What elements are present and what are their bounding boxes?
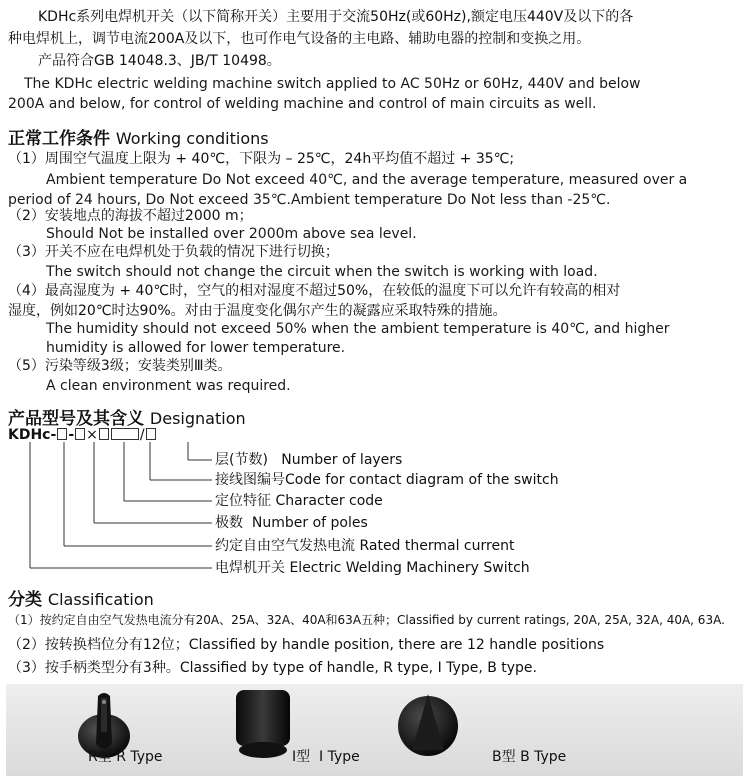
designation-item-en: Electric Welding Machinery Switch xyxy=(289,560,530,576)
classification-heading xyxy=(8,585,154,610)
box-rated-current xyxy=(57,428,67,440)
code-prefix: KDHc xyxy=(8,427,51,443)
designation-item-cn: 电焊机开关 xyxy=(215,560,285,576)
box-character xyxy=(99,428,109,440)
working-item-1-en1: Ambient temperature Do Not exceed 40℃, and the average temperature, measured over a xyxy=(46,172,688,188)
working-title-en: Working conditions xyxy=(115,129,269,148)
designation-item-cn: 极数 xyxy=(215,515,243,531)
handle-label-en: B Type xyxy=(520,749,567,765)
code-sep: × xyxy=(86,427,98,443)
intro-cn-line3: 产品符合GB 14048.3、JB/T 10498。 xyxy=(38,53,281,69)
classification-item-cn: （3）按手柄类型分有3种。 xyxy=(8,660,180,676)
designation-item-character xyxy=(215,492,383,511)
intro-en-line1: The KDHc electric welding machine switch applied to AC 50Hz or 60Hz, 440V and below xyxy=(24,76,641,92)
designation-title-cn: 产品型号及其含义 xyxy=(8,409,144,429)
working-item-4-cn: （4）最高湿度为 + 40℃时，空气的相对湿度不超过50%，在较低的温度下可以允许有较高的相对 xyxy=(8,283,621,299)
working-item-5-en: A clean environment was required. xyxy=(46,378,291,394)
working-item-5-cn: （5）污染等级3级；安装类别Ⅲ类。 xyxy=(8,358,232,374)
box-layers xyxy=(146,428,156,440)
designation-item-cn: 定位特征 xyxy=(215,493,271,509)
classification-item-3 xyxy=(8,659,537,678)
designation-item-poles xyxy=(215,514,368,533)
designation-item-en: Character code xyxy=(275,493,383,509)
handle-label-i xyxy=(292,746,360,766)
designation-item-cn: 接线图编号 xyxy=(215,472,285,488)
working-conditions-heading xyxy=(8,124,269,149)
working-item-2-cn: （2）安装地点的海拔不超过2000 m； xyxy=(8,208,253,224)
working-item-1-cn: （1）周围空气温度上限为 + 40℃，下限为 – 25℃，24h平均值不超过 + 35℃; xyxy=(8,151,515,167)
designation-item-cn: 约定自由空气发热电流 xyxy=(215,538,355,554)
code-sep: / xyxy=(139,427,145,443)
designation-item-cn: 层(节数) xyxy=(215,452,268,468)
classification-item-en: Classified by current ratings, 20A, 25A, 32A, 40A, 63A. xyxy=(397,613,725,627)
working-item-4-en2: humidity is allowed for lower temperature. xyxy=(46,340,346,356)
box-contact-diagram xyxy=(111,428,139,440)
working-item-2-en: Should Not be installed over 2000m above sea level. xyxy=(46,226,417,242)
classification-title-cn: 分类 xyxy=(8,590,42,610)
designation-item-rated-current xyxy=(215,537,514,556)
designation-heading xyxy=(8,404,246,429)
b-type-handle-icon xyxy=(394,690,464,762)
intro-cn-line1: KDHc系列电焊机开关（以下简称开关）主要用于交流50Hz(或60Hz),额定电压440V及以下的各 xyxy=(38,9,634,25)
classification-item-cn: （2）按转换档位分有12位； xyxy=(8,637,189,653)
designation-title-en: Designation xyxy=(149,409,246,428)
designation-item-en: Number of poles xyxy=(251,515,368,531)
handle-label-cn: I型 xyxy=(292,749,311,765)
handle-label-r xyxy=(88,746,163,766)
handle-label-en: R Type xyxy=(116,749,163,765)
intro-en-line2: 200A and below, for control of welding machine and control of main circuits as well. xyxy=(8,96,597,112)
working-item-1-en2: period of 24 hours, Do Not exceed 35℃.Ambient temperature Do Not less than -25℃. xyxy=(8,192,611,208)
classification-item-2 xyxy=(8,636,604,655)
classification-title-en: Classification xyxy=(47,590,154,609)
classification-item-1 xyxy=(8,611,725,628)
handle-types-panel xyxy=(6,684,743,776)
handle-label-en: I Type xyxy=(319,749,360,765)
designation-item-welding-switch xyxy=(215,559,530,578)
handle-label-cn: R型 xyxy=(88,749,112,765)
handle-label-b xyxy=(492,746,566,766)
designation-item-contact-diagram xyxy=(215,471,559,490)
i-type-handle-icon xyxy=(228,684,298,764)
designation-item-en: Number of layers xyxy=(281,452,403,468)
working-title-cn: 正常工作条件 xyxy=(8,129,110,149)
code-sep: - xyxy=(50,427,57,443)
working-item-3-cn: （3）开关不应在电焊机处于负载的情况下进行切换； xyxy=(8,244,339,260)
classification-item-en: Classified by handle position, there are 12 handle positions xyxy=(188,637,605,653)
designation-item-layers xyxy=(215,451,402,470)
classification-item-en: Classified by type of handle, R type, I Type, B type. xyxy=(179,660,537,676)
working-item-3-en: The switch should not change the circuit when the switch is working with load. xyxy=(46,264,598,280)
box-poles xyxy=(75,428,85,440)
classification-item-cn: （1）按约定自由空气发热电流分有20A、25A、32A、40A和63A五种； xyxy=(8,613,398,627)
code-sep: - xyxy=(68,427,75,443)
working-item-4-cn2: 湿度，例如20℃时达90%。对由于温度变化偶尔产生的凝露应采取特殊的措施。 xyxy=(8,303,507,319)
handle-label-cn: B型 xyxy=(492,749,516,765)
designation-item-en: Rated thermal current xyxy=(359,538,515,554)
working-item-4-en1: The humidity should not exceed 50% when the ambient temperature is 40℃, and higher xyxy=(46,321,670,337)
designation-item-en: Code for contact diagram of the switch xyxy=(285,472,559,488)
intro-cn-line2: 种电焊机上，调节电流200A及以下，也可作电气设备的主电路、辅助电器的控制和变换之用。 xyxy=(8,31,591,47)
